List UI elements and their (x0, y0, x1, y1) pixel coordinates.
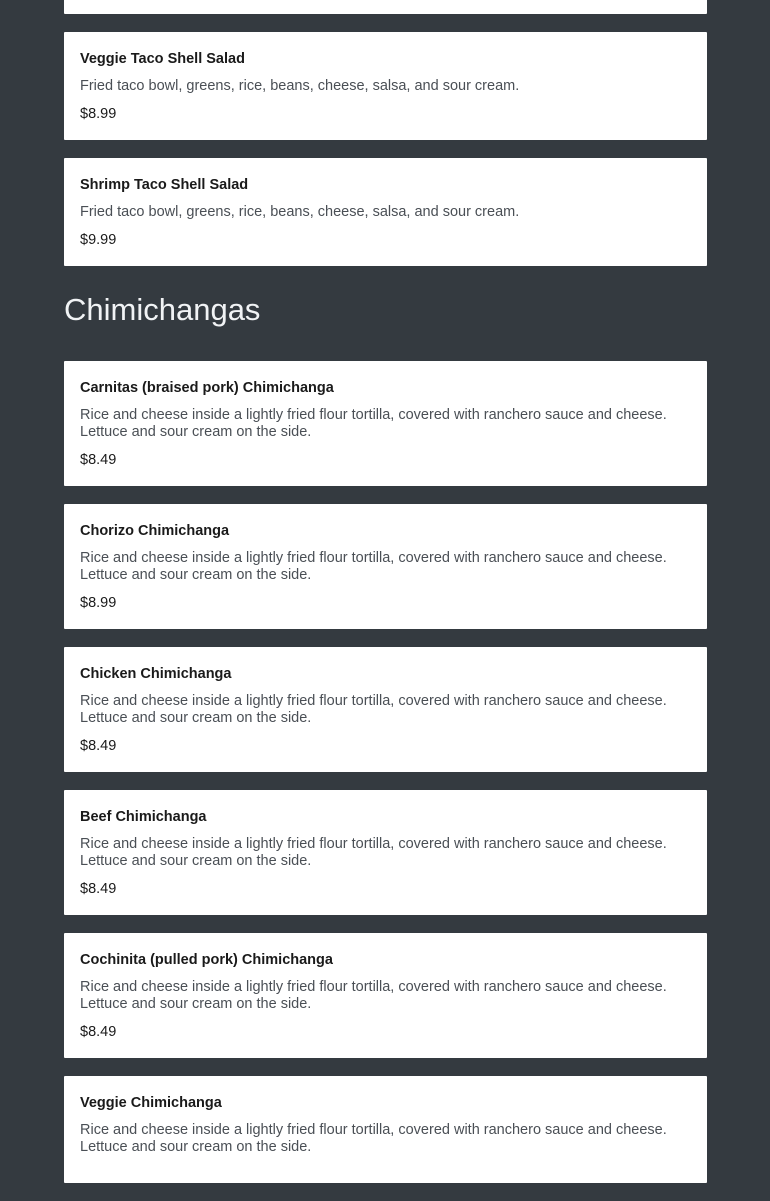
menu-item-card[interactable] (64, 32, 707, 140)
item-description: Rice and cheese inside a lightly fried flour tortilla, covered with ranchero sauce and cheese. Lettuce and sour cream on the side. (80, 407, 667, 440)
menu-item-card[interactable] (64, 361, 707, 486)
item-description: Fried taco bowl, greens, rice, beans, cheese, salsa, and sour cream. (80, 78, 520, 94)
menu-item-card[interactable] (64, 790, 707, 915)
item-name: Veggie Chimichanga (80, 1095, 222, 1111)
item-name: Beef Chimichanga (80, 809, 207, 825)
item-price: $8.99 (80, 595, 117, 611)
menu-item-card[interactable] (64, 647, 707, 772)
item-price: $8.49 (80, 1024, 117, 1040)
item-name: Chorizo Chimichanga (80, 523, 230, 539)
item-description: Rice and cheese inside a lightly fried flour tortilla, covered with ranchero sauce and cheese. Lettuce and sour cream on the side. (80, 693, 667, 726)
item-price: $8.49 (80, 881, 117, 897)
item-price: $8.99 (80, 106, 117, 122)
section-title-chimichangas: Chimichangas (64, 292, 261, 327)
item-description: Rice and cheese inside a lightly fried flour tortilla, covered with ranchero sauce and cheese. Lettuce and sour cream on the side. (80, 836, 667, 869)
menu-item-card[interactable] (64, 1076, 707, 1183)
item-description: Rice and cheese inside a lightly fried flour tortilla, covered with ranchero sauce and cheese. Lettuce and sour cream on the side. (80, 1122, 667, 1155)
menu-column (64, 0, 707, 1201)
item-description: Rice and cheese inside a lightly fried flour tortilla, covered with ranchero sauce and cheese. Lettuce and sour cream on the side. (80, 979, 667, 1012)
item-name: Cochinita (pulled pork) Chimichanga (80, 952, 333, 968)
item-name: Carnitas (braised pork) Chimichanga (80, 380, 334, 396)
item-price: $9.99 (80, 232, 117, 248)
menu-item-card-partial (64, 0, 707, 14)
item-name: Shrimp Taco Shell Salad (80, 177, 249, 193)
item-description: Fried taco bowl, greens, rice, beans, cheese, salsa, and sour cream. (80, 204, 520, 220)
item-name: Chicken Chimichanga (80, 666, 232, 682)
item-price: $8.49 (80, 452, 117, 468)
menu-item-card[interactable] (64, 158, 707, 266)
item-name: Veggie Taco Shell Salad (80, 51, 245, 67)
menu-item-card[interactable] (64, 933, 707, 1058)
item-description: Rice and cheese inside a lightly fried flour tortilla, covered with ranchero sauce and cheese. Lettuce and sour cream on the side. (80, 550, 667, 583)
menu-item-card[interactable] (64, 504, 707, 629)
item-price: $8.49 (80, 738, 117, 754)
